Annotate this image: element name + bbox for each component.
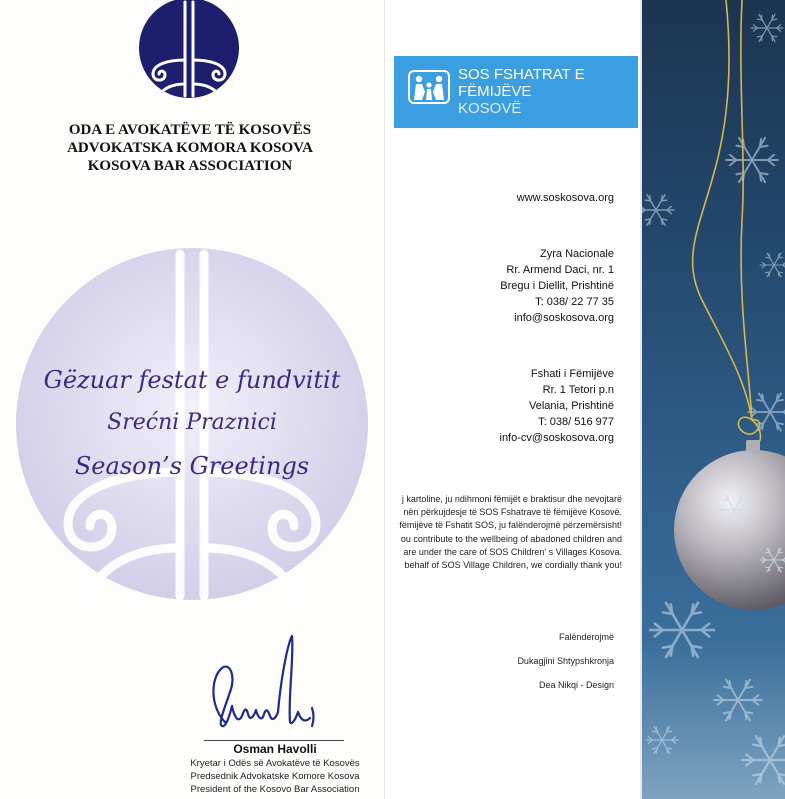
children-village-address — [500, 366, 615, 446]
association-name-albanian: ODA E AVOKATËVE TË KOSOVËS — [68, 122, 312, 138]
credits — [517, 632, 614, 704]
association-name-english: KOSOVA BAR ASSOCIATION — [87, 158, 293, 174]
sos-website: www.soskosova.org — [516, 192, 614, 204]
sos-family-logo-icon — [408, 70, 450, 104]
signature-icon — [196, 628, 326, 738]
christmas-card-cover — [640, 0, 785, 799]
credit-line: Dea Nikqi - Design — [538, 680, 614, 690]
sos-banner-text — [458, 66, 585, 117]
thanks-line: are under the care of SOS Children' s Villages Kosova. — [403, 546, 622, 557]
credit-line: Dukagjini Shtypshkronja — [517, 656, 614, 666]
address-phone: T: 038/ 22 77 35 — [535, 296, 614, 308]
greeting-english: Season’s Greetings — [74, 452, 310, 480]
bar-association-card — [0, 0, 385, 799]
address-email: info@soskosova.org — [514, 312, 614, 324]
bar-association-logo-icon — [139, 0, 239, 100]
address-email: info-cv@soskosova.org — [499, 432, 614, 444]
address-line: Rr. 1 Tetori p.n — [542, 384, 614, 396]
thanks-line: j kartoline, ju ndihmoni fëmijët e braktisur dhe nevojtarë — [401, 494, 622, 504]
thanks-line: fëmijëve të Fshatit SOS, ju falënderojmë përzemërsisht! — [399, 520, 622, 531]
signer-block — [190, 742, 360, 796]
national-office-address — [500, 246, 614, 326]
sos-banner — [394, 56, 638, 128]
association-name-serbian: ADVOKATSKA KOMORA KOSOVA — [67, 140, 313, 156]
sos-banner-line1: SOS FSHATRAT E — [458, 66, 585, 83]
address-line: Velania, Prishtinë — [529, 400, 614, 412]
signer-name: Osman Havolli — [233, 742, 317, 756]
thanks-line: ou contribute to the wellbeing of abadoned children and — [400, 533, 622, 544]
address-phone: T: 038/ 516 977 — [538, 416, 614, 428]
signature-line — [204, 740, 344, 741]
christmas-ornament-icon — [674, 0, 785, 610]
thanks-line: behalf of SOS Village Children, we cordially thank you! — [404, 560, 622, 571]
address-line: Bregu i Diellit, Prishtinë — [500, 280, 614, 292]
snowflake-icon — [642, 14, 785, 783]
christmas-scene — [642, 0, 785, 799]
address-line: Fshati i Fëmijëve — [530, 368, 614, 380]
signer-role-english: President of the Kosovo Bar Association — [190, 784, 360, 795]
signer-role-serbian: Predsednik Advokatske Komore Kosova — [190, 771, 360, 782]
thank-you-text — [386, 493, 622, 572]
credit-line: Falënderojmë — [558, 632, 614, 642]
greeting-albanian: Gëzuar festat e fundvitit — [43, 366, 341, 394]
address-line: Zyra Nacionale — [540, 248, 614, 260]
greeting-serbian: Srećni Praznici — [107, 410, 277, 435]
signer-role-albanian: Kryetar i Odës së Avokatëve të Kosovës — [190, 758, 360, 769]
sos-banner-line3: KOSOVË — [458, 100, 522, 117]
address-line: Rr. Armend Daci, nr. 1 — [506, 264, 614, 276]
association-names — [20, 121, 360, 175]
thanks-line: nën përkujdesje të SOS Fshatrave të fëmijëve Kosovë. — [403, 507, 622, 518]
sos-villages-card — [386, 0, 640, 799]
sos-banner-line2: FËMIJËVE — [458, 83, 532, 100]
